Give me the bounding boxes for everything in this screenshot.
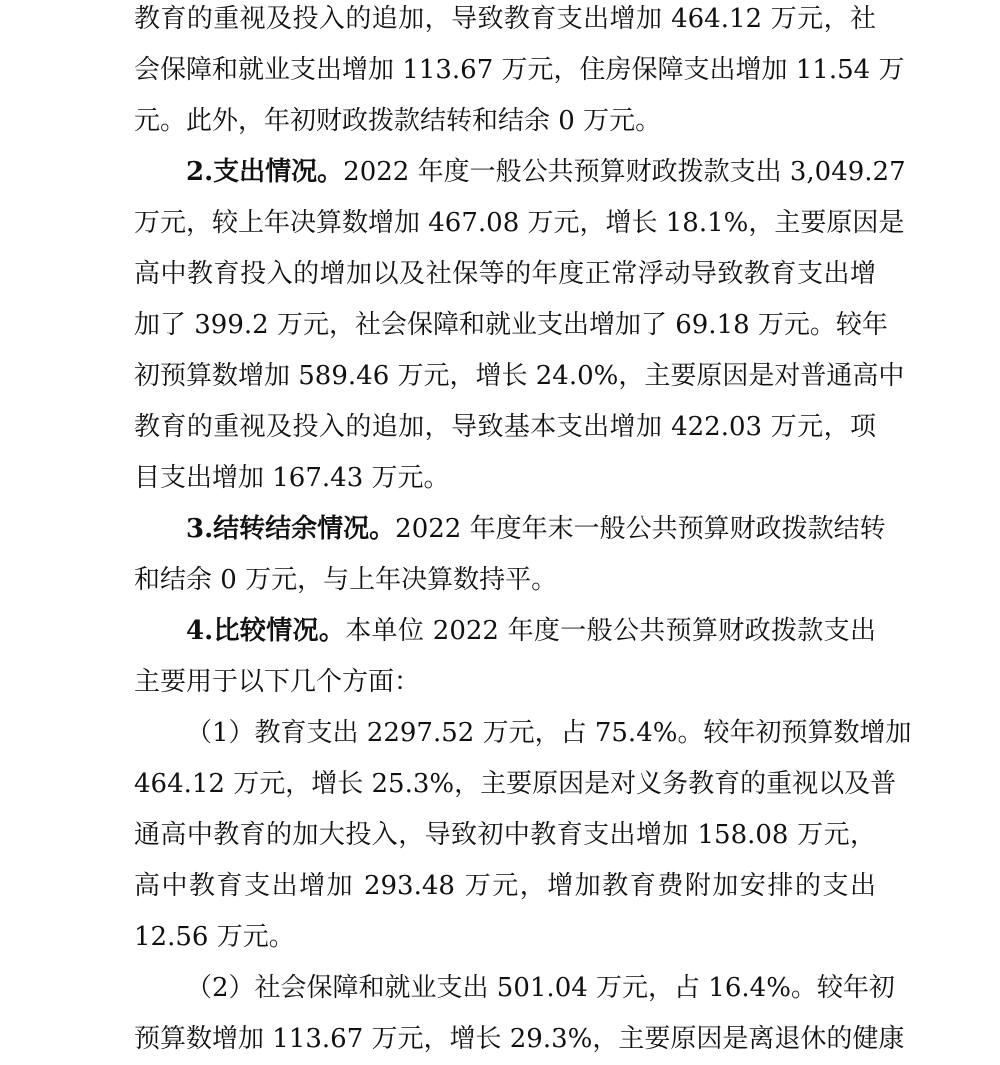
text-line: 初预算数增加 589.46 万元，增长 24.0%，主要原因是对普通高中 (134, 361, 905, 391)
text-line: 元。此外，年初财政拨款结转和结余 0 万元。 (134, 106, 662, 136)
section-heading: 4.比较情况。 (186, 616, 346, 646)
text-line: 高中教育支出增加 293.48 万元，增加教育费附加安排的支出 (134, 871, 876, 901)
section-heading-line: 2.支出情况。2022 年度一般公共预算财政拨款支出 3,049.27 (186, 157, 906, 187)
list-item-line: （1）教育支出 2297.52 万元，占 75.4%。较年初预算数增加 (186, 718, 912, 748)
text-line: 加了 399.2 万元，社会保障和就业支出增加了 69.18 万元。较年 (134, 310, 888, 340)
document-page (134, 0, 912, 1065)
text-line: 高中教育投入的增加以及社保等的年度正常浮动导致教育支出增 (134, 259, 876, 289)
text-line: 万元，较上年决算数增加 467.08 万元，增长 18.1%，主要原因是 (134, 208, 905, 238)
list-item-line: （2）社会保障和就业支出 501.04 万元，占 16.4%。较年初 (186, 973, 895, 1003)
text-line: 通高中教育的加大投入，导致初中教育支出增加 158.08 万元， (134, 820, 876, 850)
text-line: 会保障和就业支出增加 113.67 万元，住房保障支出增加 11.54 万 (134, 55, 905, 85)
section-heading: 2.支出情况。 (186, 157, 344, 187)
section-heading: 3.结转结余情况。 (186, 514, 396, 544)
text-line: 目支出增加 167.43 万元。 (134, 463, 450, 493)
text-line: 464.12 万元，增长 25.3%，主要原因是对义务教育的重视以及普 (134, 769, 897, 799)
text-line: 和结余 0 万元，与上年决算数持平。 (134, 565, 558, 595)
text-line: 预算数增加 113.67 万元，增长 29.3%，主要原因是离退休的健康 (134, 1024, 905, 1054)
text-line: 12.56 万元。 (134, 922, 295, 952)
section-heading-line: 3.结转结余情况。2022 年度年末一般公共预算财政拨款结转 (186, 514, 886, 544)
text-line: 教育的重视及投入的追加，导致基本支出增加 422.03 万元，项 (134, 412, 876, 442)
text-line: 主要用于以下几个方面： (134, 667, 421, 697)
text-line: 教育的重视及投入的追加，导致教育支出增加 464.12 万元，社 (134, 4, 876, 34)
section-heading-line: 4.比较情况。本单位 2022 年度一般公共预算财政拨款支出 (186, 616, 876, 646)
